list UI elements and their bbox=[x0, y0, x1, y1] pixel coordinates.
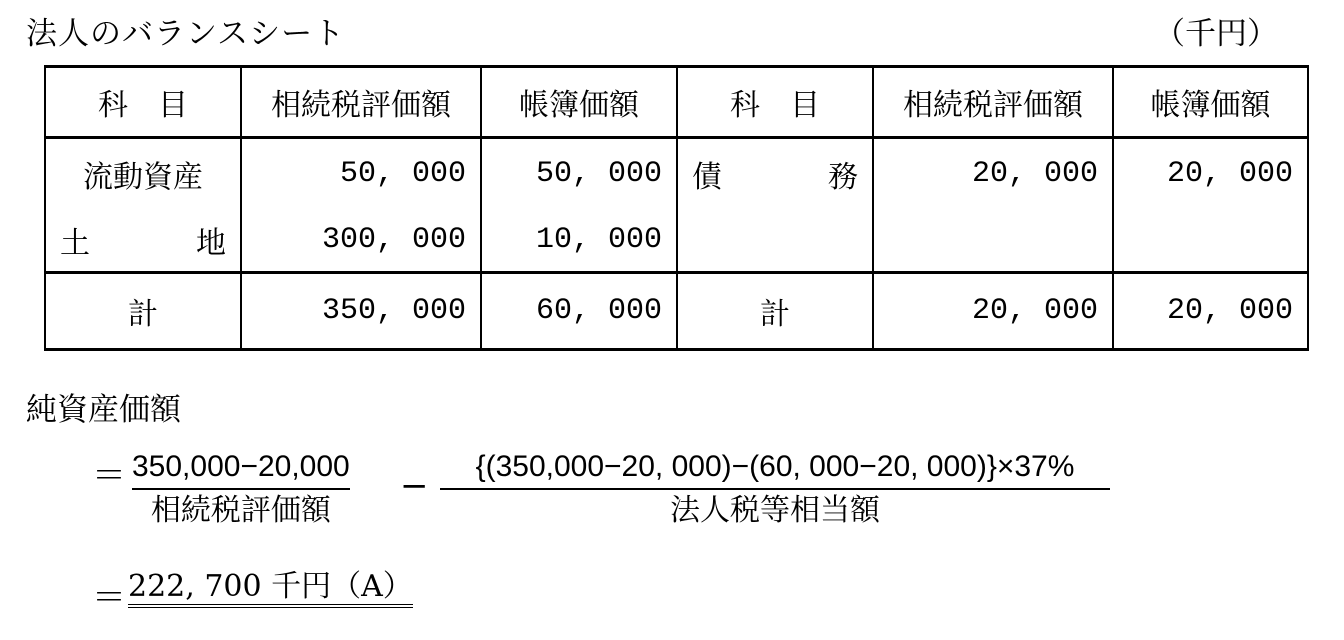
row-item-label: 土 地 bbox=[60, 226, 226, 261]
net-asset-label: 純資産価額 bbox=[26, 392, 181, 428]
total-label: 計 bbox=[45, 273, 241, 350]
row-liab-book: 20, 000 bbox=[1113, 138, 1308, 210]
total-liab-book: 20, 000 bbox=[1113, 273, 1308, 350]
table-row bbox=[45, 209, 1308, 273]
fraction-eval bbox=[132, 448, 350, 532]
table-header-row bbox=[45, 67, 1308, 138]
row-eval: 50, 000 bbox=[241, 138, 481, 210]
fraction-tax-numerator: {(350,000−20, 000)−(60, 000−20, 000)}×37% bbox=[475, 450, 1075, 483]
total-liab-label: 計 bbox=[677, 273, 873, 350]
row-book: 50, 000 bbox=[481, 138, 677, 210]
fraction-eval-numerator: 350,000−20,000 bbox=[132, 450, 350, 483]
row-liab-item bbox=[677, 209, 873, 273]
row-eval: 300, 000 bbox=[241, 209, 481, 273]
row-liab-item-label: 債 務 bbox=[692, 160, 858, 195]
row-book: 10, 000 bbox=[481, 209, 677, 273]
header-item: 科 目 bbox=[45, 67, 241, 138]
row-liab-book bbox=[1113, 209, 1308, 273]
row-item bbox=[45, 209, 241, 273]
total-book: 60, 000 bbox=[481, 273, 677, 350]
equals-sign: ＝ bbox=[92, 578, 126, 618]
row-item: 流動資産 bbox=[45, 138, 241, 210]
fraction-tax bbox=[440, 448, 1110, 532]
row-liab-eval bbox=[873, 209, 1113, 273]
header-eval: 相続税評価額 bbox=[241, 67, 481, 138]
row-liab-item bbox=[677, 138, 873, 210]
equals-sign: ＝ bbox=[92, 456, 126, 496]
total-eval: 350, 000 bbox=[241, 273, 481, 350]
unit-label: （千円） bbox=[1154, 16, 1278, 52]
header-book: 帳簿価額 bbox=[481, 67, 677, 138]
total-liab-eval: 20, 000 bbox=[873, 273, 1113, 350]
fraction-tax-denominator: 法人税等相当額 bbox=[670, 493, 880, 528]
result-value: 222, 700 千円（A） bbox=[128, 570, 413, 608]
fraction-eval-denominator: 相続税評価額 bbox=[150, 493, 331, 528]
balance-sheet-table bbox=[44, 65, 1309, 351]
row-liab-eval: 20, 000 bbox=[873, 138, 1113, 210]
table-total-row bbox=[45, 273, 1308, 350]
table-row bbox=[45, 138, 1308, 210]
header-liab-item: 科 目 bbox=[677, 67, 873, 138]
page-title: 法人のバランスシート bbox=[26, 16, 346, 52]
header-liab-book: 帳簿価額 bbox=[1113, 67, 1308, 138]
header-liab-eval: 相続税評価額 bbox=[873, 67, 1113, 138]
minus-sign: − bbox=[400, 466, 429, 506]
